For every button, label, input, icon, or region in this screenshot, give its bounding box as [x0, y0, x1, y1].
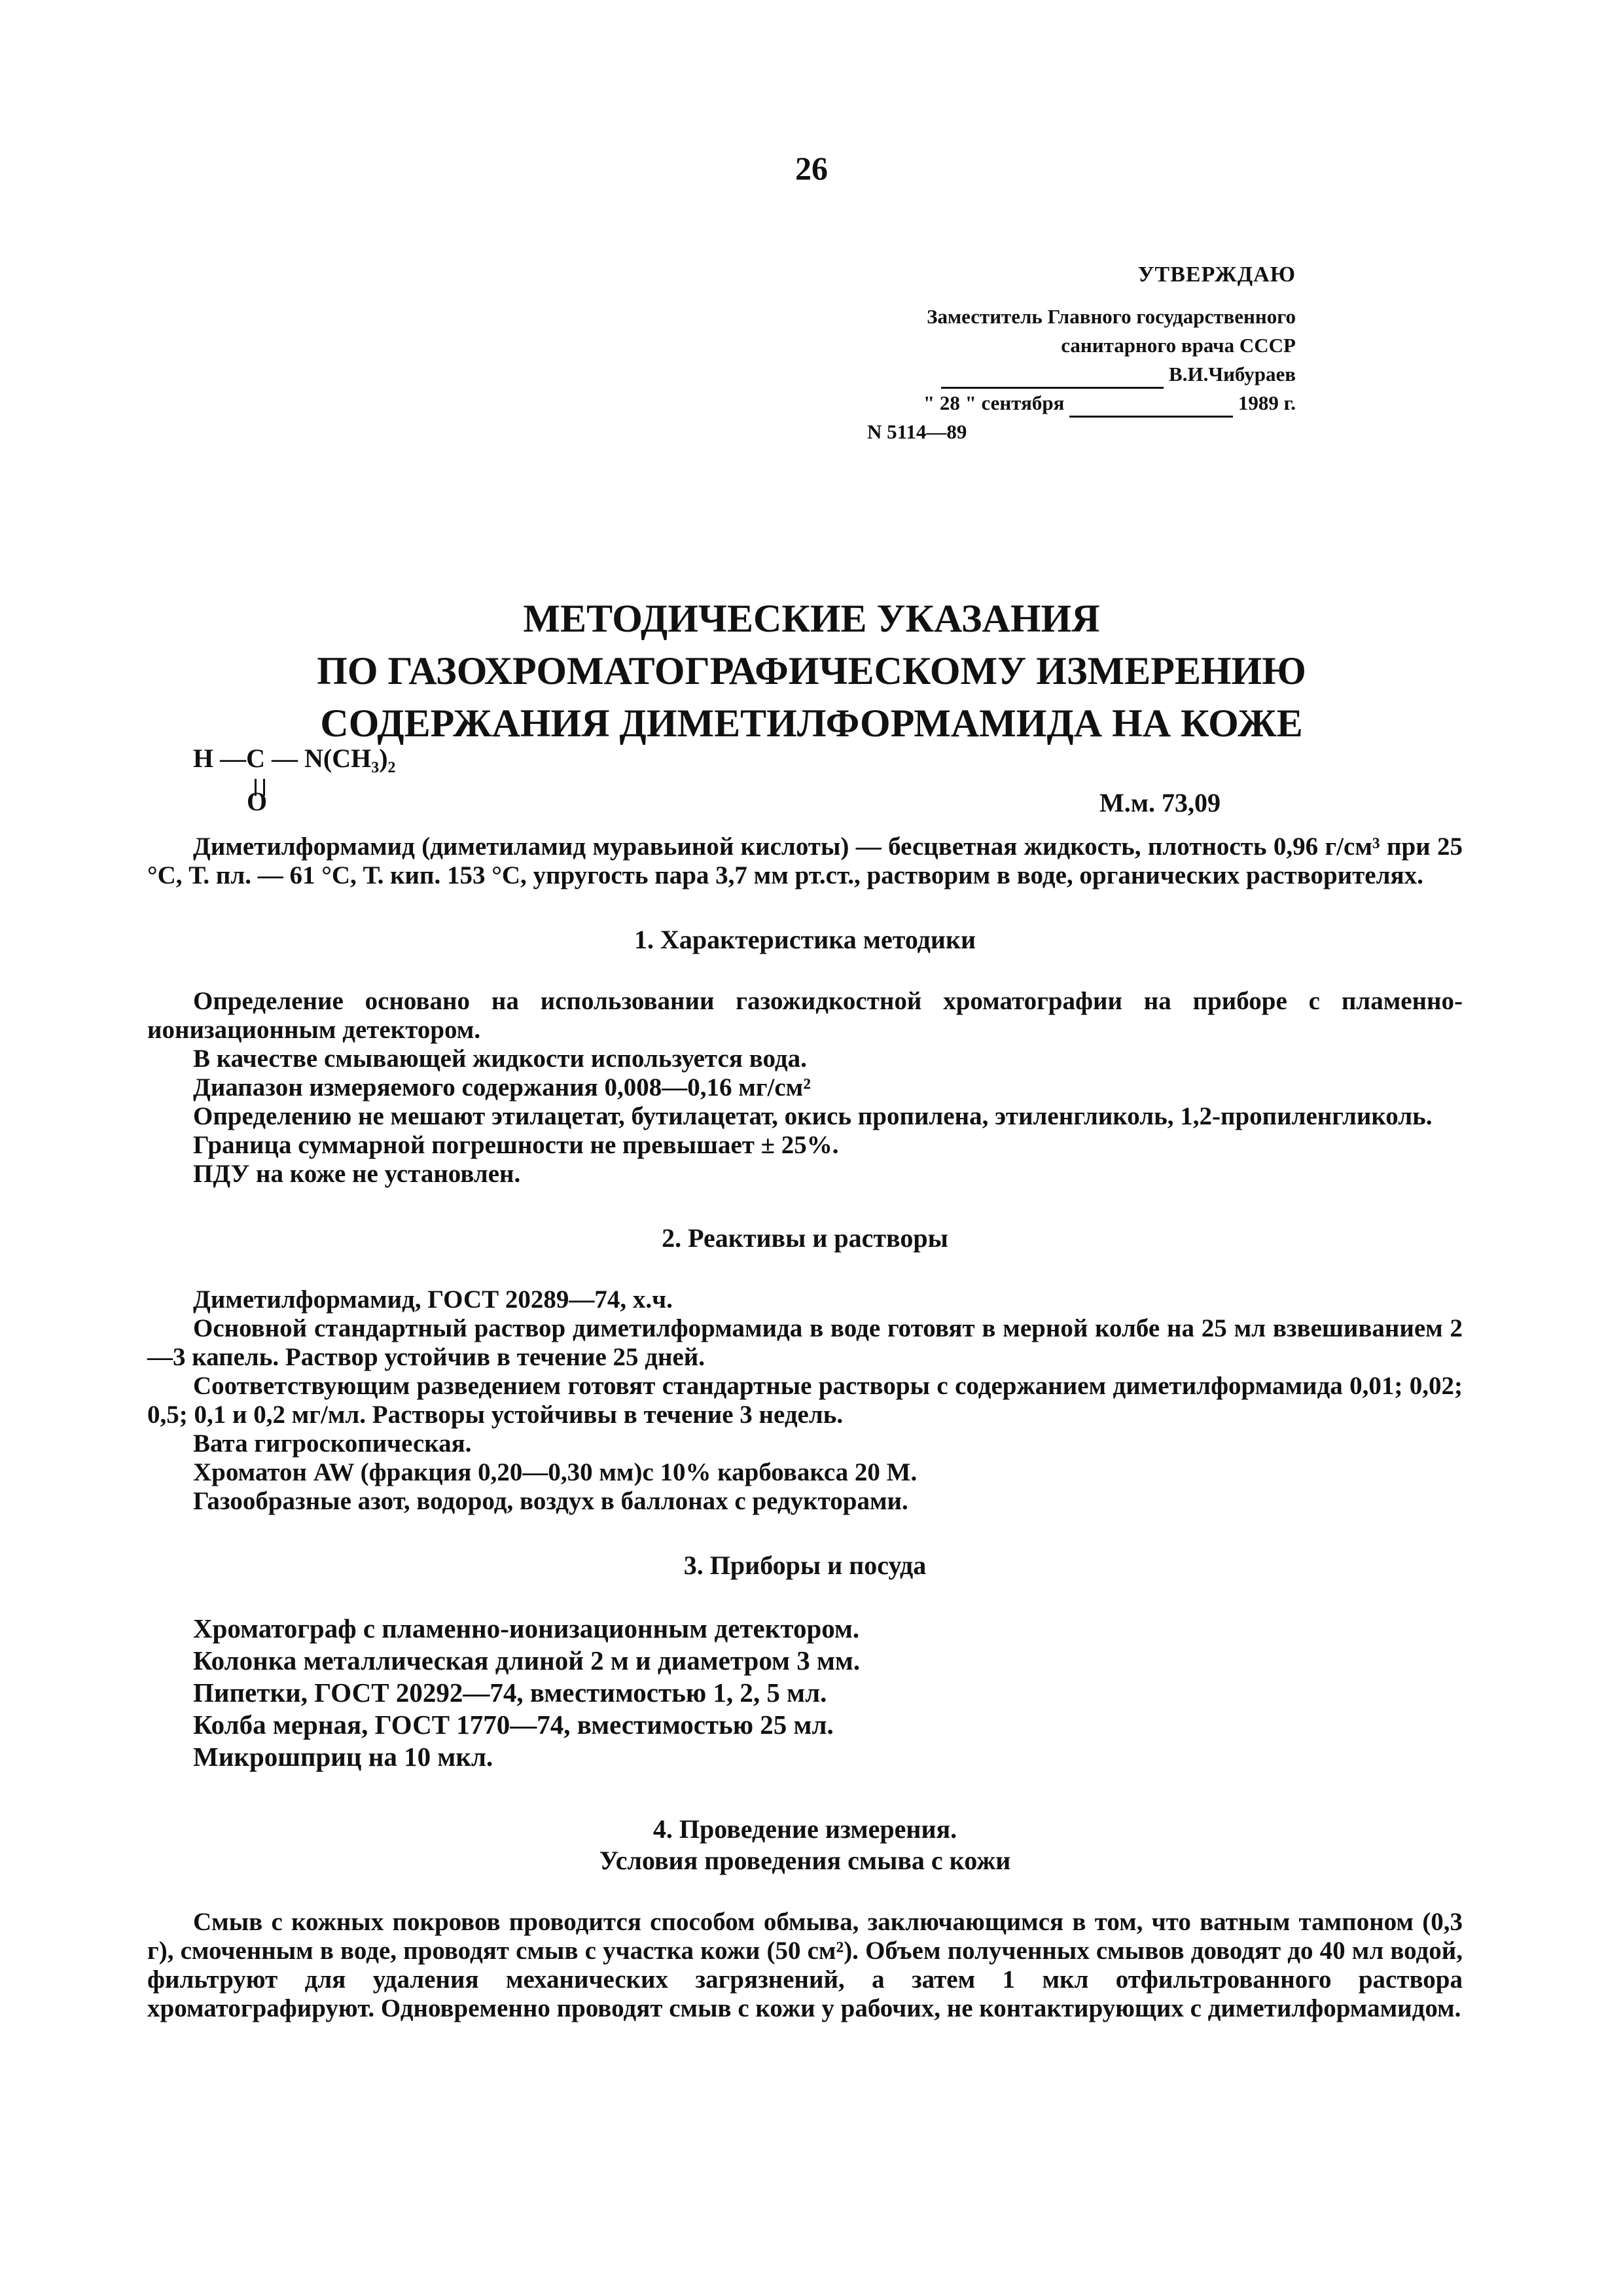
section2-paragraph: Диметилформамид, ГОСТ 20289—74, х.ч.	[193, 1285, 673, 1314]
section3-heading: 3. Приборы и посуда	[683, 1551, 927, 1580]
document-title	[0, 592, 1623, 749]
structural-formula	[193, 743, 468, 834]
signature-line	[941, 367, 1164, 389]
formula-oxygen: O	[247, 787, 268, 816]
section3-item: Хроматограф с пламенно-ионизационным детектором.	[193, 1613, 860, 1643]
section1-paragraph: Диапазон измеряемого содержания 0,008—0,16 мг/см²	[193, 1073, 811, 1102]
page-number: 26	[795, 150, 828, 187]
section1-heading: 1. Характеристика методики	[633, 925, 976, 954]
section2-paragraph: Хроматон AW (фракция 0,20—0,30 мм)с 10% карбовакса 20 М.	[193, 1458, 918, 1486]
section3-item: Микрошприц на 10 мкл.	[193, 1742, 493, 1772]
section2-heading: 2. Реактивы и растворы	[662, 1223, 948, 1253]
section2-paragraph: Соответствующим разведением готовят стандартные растворы с содержанием диметилформамида 0,01; 0,02; 0,5; 0,1 и 0,2 мг/мл. Растворы устойчивы в течение 3 недель.	[147, 1372, 1463, 1429]
section2-paragraph: Основной стандартный раствор диметилформамида в воде готовят в мерной колбе на 25 мл взвешиванием 2—3 капель. Раствор устойчив в течение 25 дней.	[147, 1314, 1463, 1371]
approval-date-year: 1989 г.	[1238, 391, 1296, 414]
section4-heading: 4. Проведение измерения.	[652, 1814, 957, 1844]
section1-paragraph: ПДУ на коже не установлен.	[193, 1160, 521, 1188]
title-line1: МЕТОДИЧЕСКИЕ УКАЗАНИЯ	[523, 597, 1100, 640]
section1-paragraph: Граница суммарной погрешности не превышает ± 25%.	[193, 1131, 839, 1159]
section2-paragraph: Вата гигроскопическая.	[193, 1429, 472, 1458]
registration-number: N 5114—89	[867, 420, 967, 443]
intro-paragraph: Диметилформамид (диметиламид муравьиной кислоты) — бесцветная жидкость, плотность 0,96 г/см³ при 25 °С, Т. пл. — 61 °С, Т. кип. 153 °С, упругость пара 3,7 мм рт.ст., растворим в воде, органических растворителях.	[147, 833, 1463, 889]
molecular-mass: М.м. 73,09	[1099, 788, 1221, 817]
approval-block	[867, 260, 1296, 446]
formula-top: H —C — N(CH₃)₂	[193, 744, 396, 773]
section1-paragraph: Определение основано на использовании газожидкостной хроматографии на приборе с пламенно-ионизационным детектором.	[147, 987, 1463, 1044]
approval-date-row	[890, 389, 1296, 418]
section4-paragraph: Смыв с кожных покровов проводится способом обмыва, заключающимся в том, что ватным тампоном (0,3 г), смоченным в воде, проводят смыв с участка кожи (50 см²). Объем полученных смывов доводят до 40 мл водой, фильтруют для удаления механических загрязнений, а затем 1 мкл отфильтрованного раствора хроматографируют. Одновременно проводят смыв с кожи у рабочих, не контактирующих с диметилформамидом.	[147, 1908, 1463, 2022]
approval-position-line1: Заместитель Главного государственного	[927, 305, 1296, 328]
approval-position-line2: санитарного врача СССР	[1061, 334, 1296, 357]
section2-paragraph: Газообразные азот, водород, воздух в баллонах с редукторами.	[193, 1487, 908, 1515]
title-line2: ПО ГАЗОХРОМАТОГРАФИЧЕСКОМУ ИЗМЕРЕНИЮ	[317, 649, 1306, 692]
approval-date-day: " 28 " сентября	[923, 391, 1065, 414]
document-body	[147, 833, 1463, 2023]
section1-paragraph: Определению не мешают этилацетат, бутилацетат, окись пропилена, этиленгликоль, 1,2-пропиленгликоль.	[193, 1102, 1433, 1130]
approval-title: УТВЕРЖДАЮ	[1137, 262, 1296, 287]
section1-paragraph: В качестве смывающей жидкости используется вода.	[193, 1045, 807, 1073]
title-line3: СОДЕРЖАНИЯ ДИМЕТИЛФОРМАМИДА НА КОЖЕ	[320, 702, 1303, 745]
approver-name: В.И.Чибураев	[1169, 363, 1296, 386]
section3-item: Колба мерная, ГОСТ 1770—74, вместимостью 25 мл.	[193, 1710, 834, 1740]
approval-signature-row	[890, 360, 1296, 389]
section3-item: Колонка металлическая длиной 2 м и диаметром 3 мм.	[193, 1645, 861, 1676]
section4-subheading: Условия проведения смыва с кожи	[599, 1846, 1011, 1875]
date-line	[1069, 396, 1233, 418]
section3-item: Пипетки, ГОСТ 20292—74, вместимостью 1, 2, 5 мл.	[193, 1677, 827, 1708]
